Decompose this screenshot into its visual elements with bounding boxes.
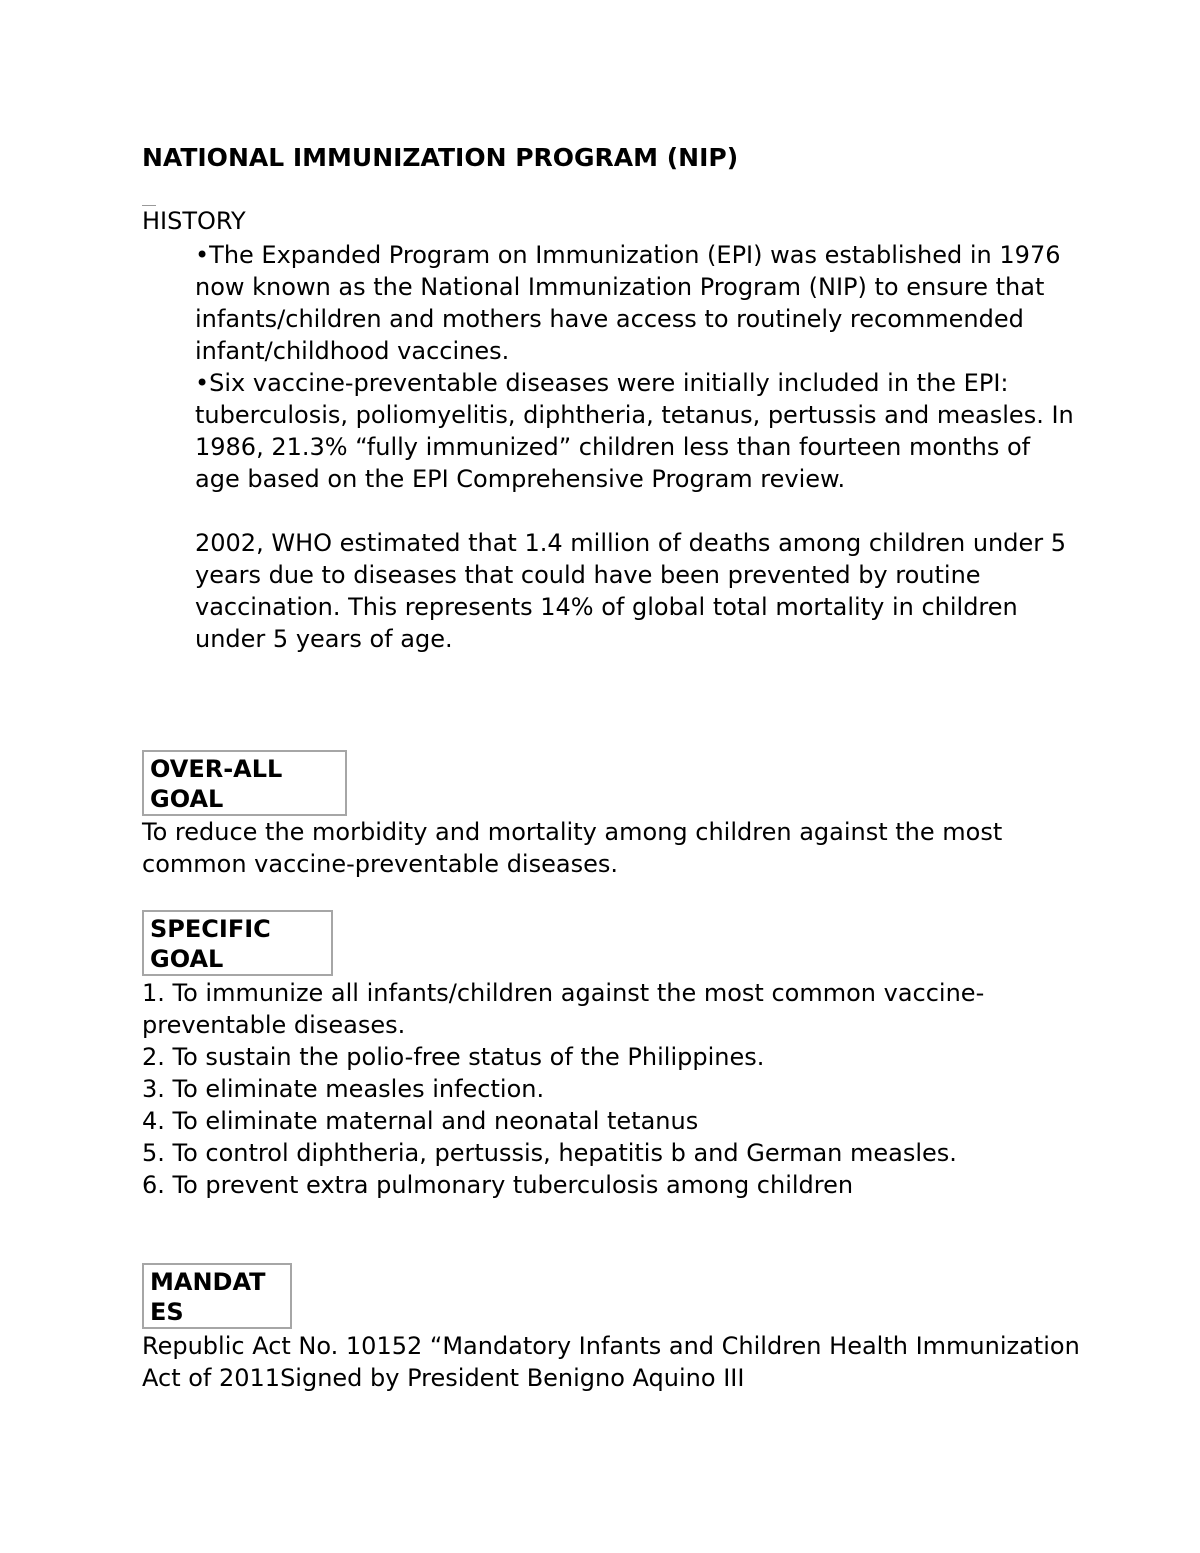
mandates-paragraph: Republic Act No. 10152 “Mandatory Infants and Children Health Immunization Act of 2011Signed by President Benigno Aquino III [142, 1332, 1080, 1392]
list-item: 1. To immunize all infants/children against the most common vaccine-preventable diseases. [142, 979, 985, 1039]
history-body [195, 239, 1075, 655]
history-paragraph: •The Expanded Program on Immunization (EPI) was established in 1976 now known as the National Immunization Program (NIP) to ensure that infants/children and mothers have access to routinely recommended infant/childhood vaccines. [195, 241, 1061, 365]
specific-goal-list [142, 977, 1082, 1201]
paragraph-gap [195, 495, 1075, 527]
list-item: 4. To eliminate maternal and neonatal tetanus [142, 1107, 699, 1135]
mandates-label-line: ES [150, 1298, 184, 1326]
list-item: 6. To prevent extra pulmonary tuberculosis among children [142, 1171, 854, 1199]
list-item: 5. To control diphtheria, pertussis, hepatitis b and German measles. [142, 1139, 957, 1167]
history-paragraph: •Six vaccine-preventable diseases were initially included in the EPI: tuberculosis, poliomyelitis, diphtheria, tetanus, pertussis and measles. In 1986, 21.3% “fully immunized” children less than fourteen months of age based on the EPI Comprehensive Program review. [195, 369, 1074, 493]
history-heading: HISTORY [142, 207, 246, 235]
mandates-label-line: MANDAT [150, 1268, 266, 1296]
overall-goal-label-line: OVER-ALL [150, 755, 283, 783]
specific-goal-label-line: GOAL [150, 945, 224, 973]
page-title: NATIONAL IMMUNIZATION PROGRAM (NIP) [142, 143, 739, 172]
overall-goal-paragraph: To reduce the morbidity and mortality among children against the most common vaccine-preventable diseases. [142, 818, 1003, 878]
mandates-text [142, 1330, 1082, 1394]
specific-goal-label-line: SPECIFIC [150, 915, 271, 943]
overall-goal-label-line: GOAL [150, 785, 224, 813]
list-item: 2. To sustain the polio-free status of the Philippines. [142, 1043, 765, 1071]
overall-goal-text [142, 816, 1082, 880]
history-paragraph: 2002, WHO estimated that 1.4 million of deaths among children under 5 years due to diseases that could have been prevented by routine vaccination. This represents 14% of global total mortality in children under 5 years of age. [195, 529, 1067, 653]
mandates-label [142, 1263, 292, 1329]
overall-goal-label [142, 750, 347, 816]
list-item: 3. To eliminate measles infection. [142, 1075, 545, 1103]
specific-goal-label [142, 910, 333, 976]
